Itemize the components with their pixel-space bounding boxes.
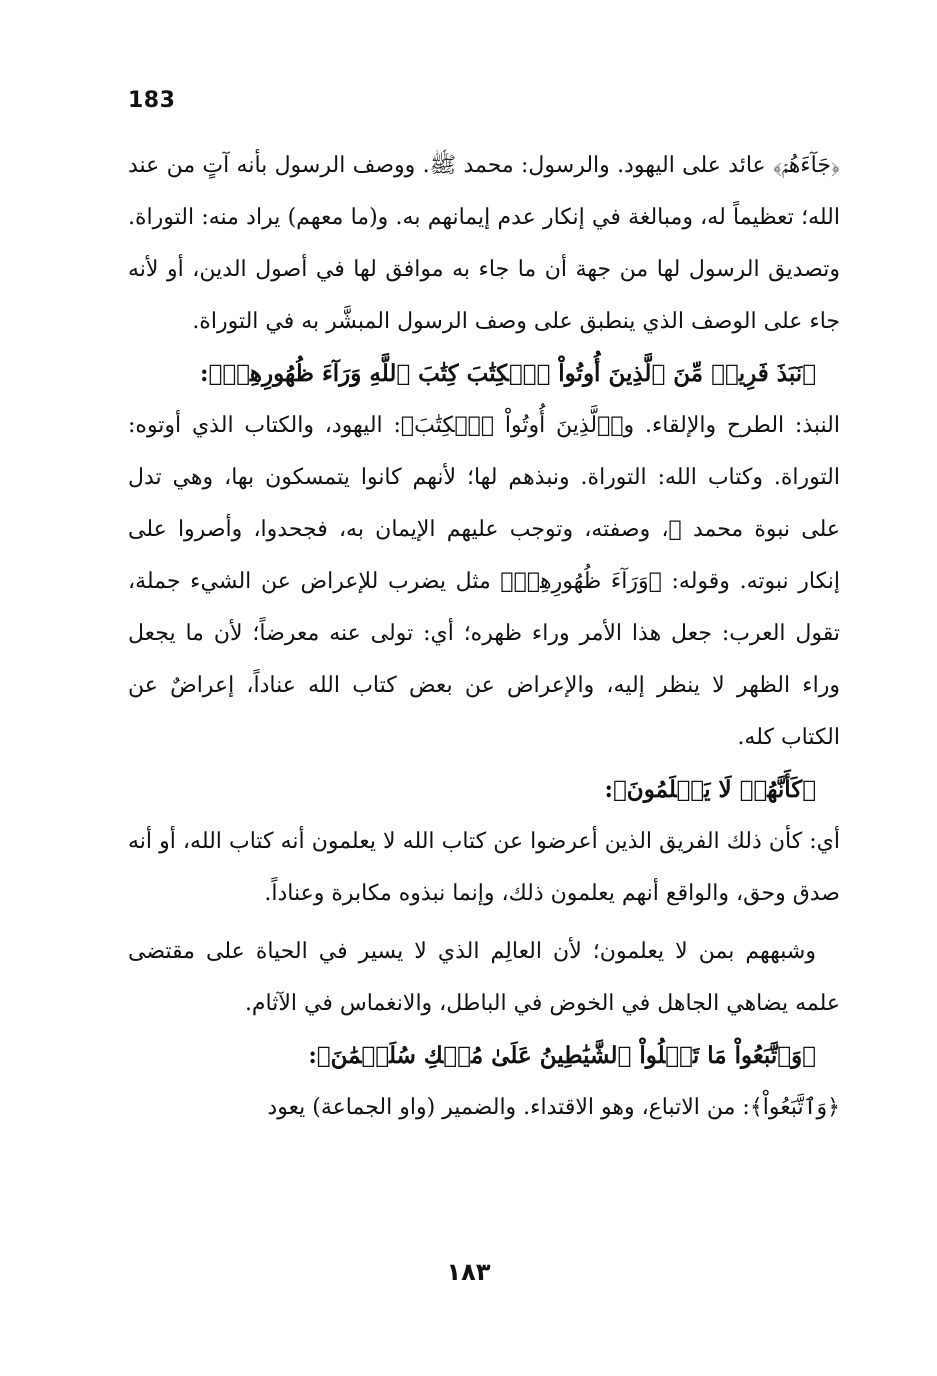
- verse-heading-2: ﴿كَأَنَّهُمۡ لَا يَعۡلَمُونَ﴾:: [604, 776, 816, 803]
- verse-heading-1: ﴿نَبَذَ فَرِيقٞ مِّنَ ٱلَّذِينَ أُوتُواْ ٱلۡكِتَٰبَ كِتَٰبَ ٱللَّهِ وَرَآءَ ظُهُورِهِمۡ﴾:: [200, 360, 816, 387]
- paragraph-3: أي: كأن ذلك الفريق الذين أعرضوا عن كتاب الله لا يعلمون أنه كتاب الله، أو أنه صدق وحق، والواقع أنهم يعلمون ذلك، وإنما نبذوه مكابرة وعناداً.: [128, 829, 840, 906]
- page-number-bottom: ١٨٣: [446, 1258, 491, 1286]
- paragraph-4: وشبههم بمن لا يعلمون؛ لأن العالِم الذي لا يسير في الحياة على مقتضى علمه يضاهي الجاهل في الخوض في الباطل، والانغماس في الآثام.: [128, 939, 840, 1016]
- paragraph-2: النبذ: الطرح والإلقاء. و﴿ٱلَّذِينَ أُوتُواْ ٱلۡكِتَٰبَ﴾: اليهود، والكتاب الذي أوتوه: التوراة. وكتاب الله: التوراة. ونبذهم لها؛ لأنهم كانوا يتمسكون بها، وهي تدل على نبوة محمد ﷺ، وصفته، وتوجب عليهم الإيمان به، فجحدوا، وأصروا على إنكار نبوته. وقوله: ﴿وَرَآءَ ظُهُورِهِمۡ﴾ مثل يضرب للإعراض عن الشيء جملة، تقول العرب: جعل هذا الأمر وراء ظهره؛ أي: تولى عنه معرضاً؛ لأن ما يجعل وراء الظهر لا ينظر إليه، والإعراض عن بعض كتاب الله عناداً، إعراضٌ عن الكتاب كله.: [128, 413, 840, 750]
- paragraph-5: ﴿وَٱتَّبَعُواْ﴾: من الاتباع، وهو الاقتداء. والضمير (واو الجماعة) يعود: [267, 1095, 840, 1120]
- verse-heading-3: ﴿وَٱتَّبَعُواْ مَا تَتۡلُواْ ٱلشَّيَٰطِينُ عَلَىٰ مُلۡكِ سُلَيۡمَٰنَ﴾:: [308, 1042, 816, 1069]
- body-text: [128, 140, 840, 1134]
- page-number-top: 183: [128, 88, 176, 113]
- paragraph-1: ﴿جَآءَهُمۡ﴾ عائد على اليهود. والرسول: محمد ﷺ. ووصف الرسول بأنه آتٍ من عند الله؛ تعظيماً له، ومبالغة في إنكار عدم إيمانهم به. و(ما معهم) يراد منه: التوراة. وتصديق الرسول لها من جهة أن ما جاء به موافق لها في أصول الدين، أو لأنه جاء على الوصف الذي ينطبق على وصف الرسول المبشَّر به في التوراة.: [128, 153, 840, 334]
